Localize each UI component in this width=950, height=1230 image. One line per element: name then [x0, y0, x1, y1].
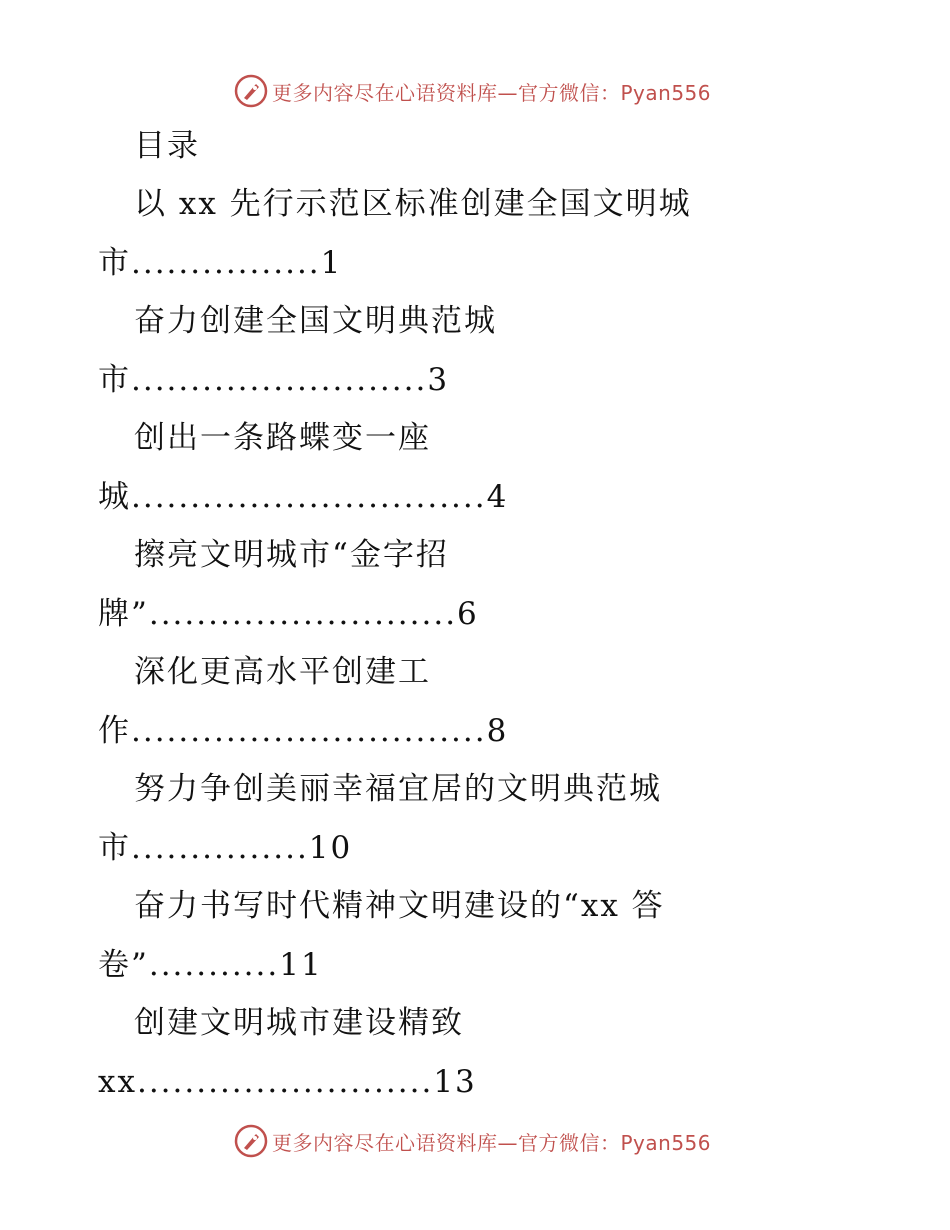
toc-heading: 目录	[134, 128, 200, 164]
toc-entry-title: 奋力创建全国文明典范城	[134, 303, 497, 339]
toc-entry-leader: 市................1	[98, 245, 343, 281]
watermark-text: 更多内容尽在心语资料库—官方微信：Pyan556	[272, 1130, 712, 1155]
toc-entry-title: 创出一条路蝶变一座	[134, 420, 431, 456]
toc-entry-title: 奋力书写时代精神文明建设的“xx 答	[134, 888, 665, 924]
toc-entry-leader: 市...............10	[98, 830, 353, 866]
toc-entry-leader: 作..............................8	[98, 713, 509, 749]
toc-entry-leader: xx.........................13	[98, 1064, 477, 1100]
toc-entry-leader: 卷”...........11	[98, 947, 323, 983]
pen-nib-logo-icon	[234, 74, 268, 108]
toc-entry-title: 擦亮文明城市“金字招	[134, 537, 449, 573]
toc-entry-title: 以 xx 先行示范区标准创建全国文明城	[134, 186, 692, 222]
pen-nib-logo-icon	[234, 1124, 268, 1158]
footer-watermark-banner	[234, 1124, 711, 1158]
toc-entry-title: 努力争创美丽幸福宜居的文明典范城	[134, 771, 662, 807]
toc-entry-title: 深化更高水平创建工	[134, 654, 431, 690]
header-watermark-banner	[234, 74, 711, 108]
toc-entry-leader: 城..............................4	[98, 479, 509, 515]
toc-entry-title: 创建文明城市建设精致	[134, 1005, 464, 1041]
toc-entry-leader: 牌”..........................6	[98, 596, 479, 632]
watermark-text: 更多内容尽在心语资料库—官方微信：Pyan556	[272, 80, 712, 105]
toc-entry-leader: 市.........................3	[98, 362, 450, 398]
